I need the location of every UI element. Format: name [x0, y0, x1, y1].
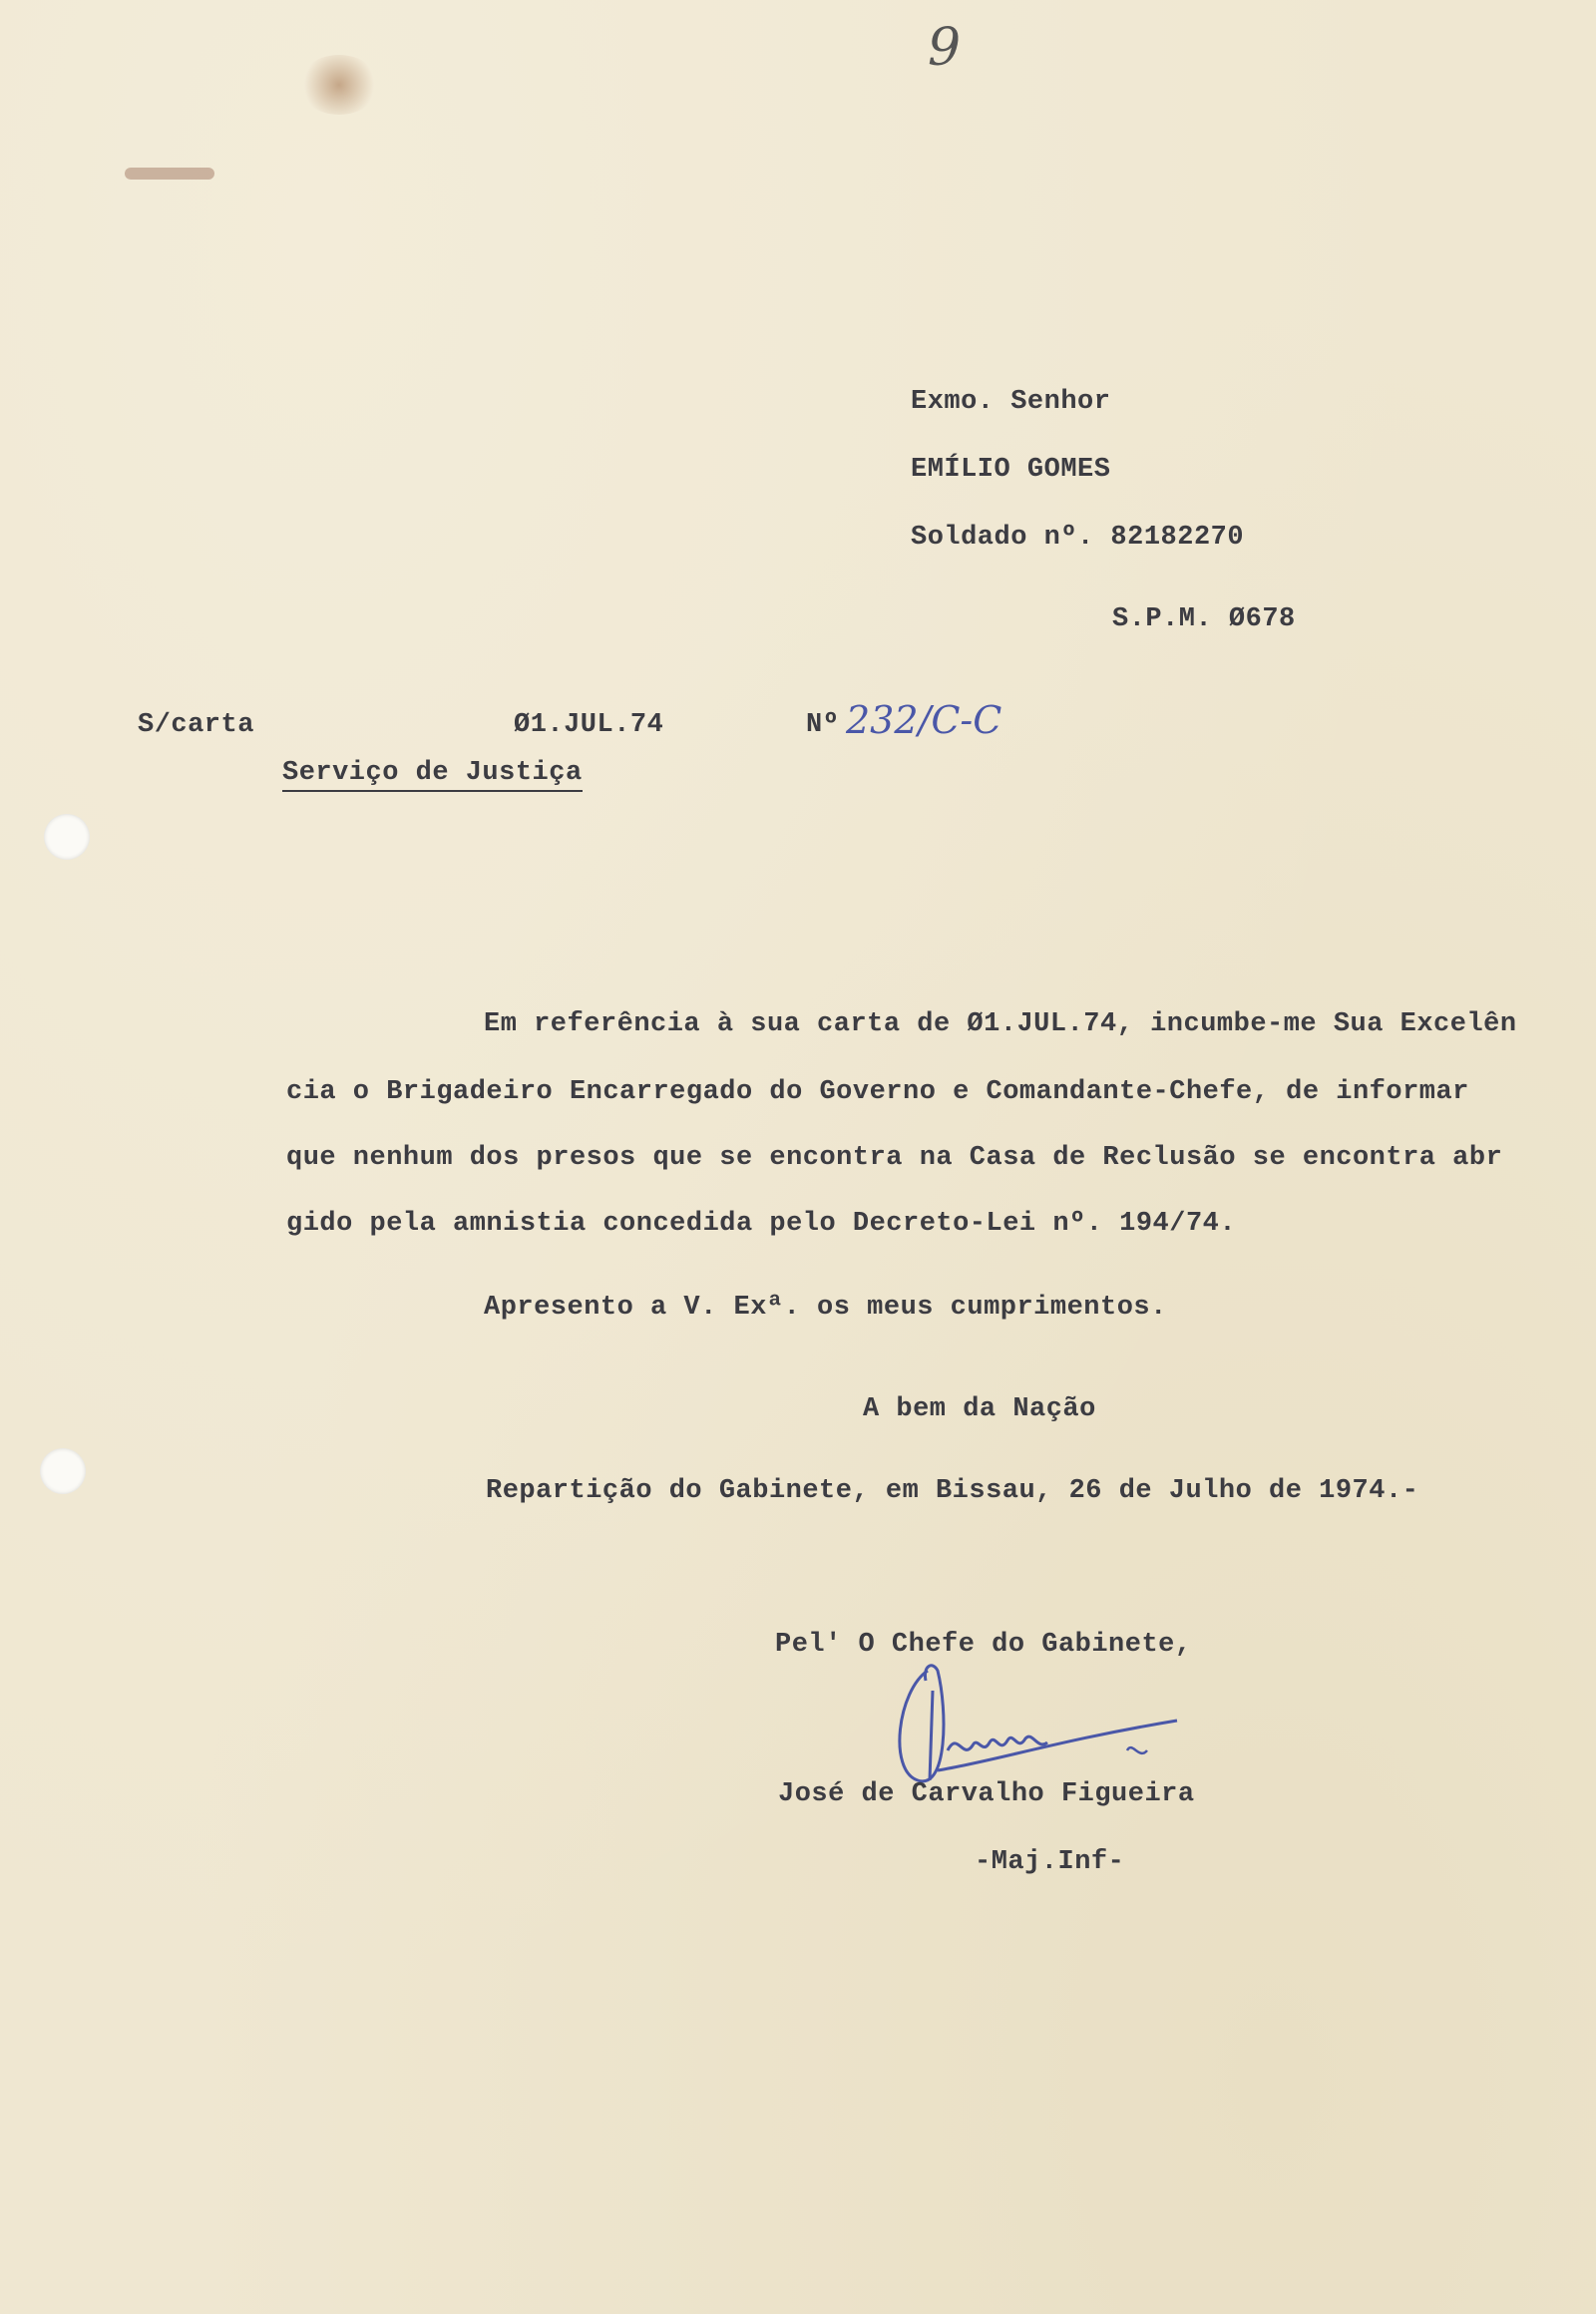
staple-mark	[125, 168, 214, 180]
reference-date: Ø1.JUL.74	[514, 710, 664, 740]
closing-motto: A bem da Nação	[863, 1394, 1096, 1424]
body-line-2: cia o Brigadeiro Encarregado do Governo e Comandante-Chefe, de informar	[286, 1077, 1469, 1107]
closing-place-date: Repartição do Gabinete, em Bissau, 26 de Julho de 1974.-	[486, 1476, 1419, 1506]
reference-label: S/carta	[138, 710, 254, 740]
page-number: 9	[928, 18, 962, 78]
signatory-name: José de Carvalho Figueira	[778, 1779, 1195, 1809]
recipient-spm: S.P.M. Ø678	[1112, 604, 1296, 634]
handwritten-signature	[878, 1651, 1207, 1800]
rust-stain	[299, 55, 379, 115]
recipient-salutation: Exmo. Senhor	[911, 387, 1111, 417]
body-line-4: gido pela amnistia concedida pelo Decreto-Lei nº. 194/74.	[286, 1209, 1237, 1239]
recipient-rank-number: Soldado nº. 82182270	[911, 523, 1245, 553]
punch-hole-top	[44, 814, 90, 860]
body-greeting: Apresento a V. Exª. os meus cumprimentos.	[484, 1293, 1167, 1323]
department-heading: Serviço de Justiça	[282, 758, 583, 792]
signatory-rank: -Maj.Inf-	[975, 1847, 1125, 1877]
recipient-name: EMÍLIO GOMES	[911, 455, 1111, 485]
punch-hole-bottom	[40, 1448, 86, 1494]
reference-number-prefix: Nº	[806, 710, 840, 740]
closing-on-behalf: Pel' O Chefe do Gabinete,	[775, 1630, 1192, 1660]
reference-number-handwritten: 232/C-C	[846, 698, 1002, 742]
body-line-3: que nenhum dos presos que se encontra na Casa de Reclusão se encontra abr	[286, 1143, 1503, 1173]
body-line-1: Em referência à sua carta de Ø1.JUL.74, incumbe-me Sua Excelên	[484, 1009, 1517, 1039]
